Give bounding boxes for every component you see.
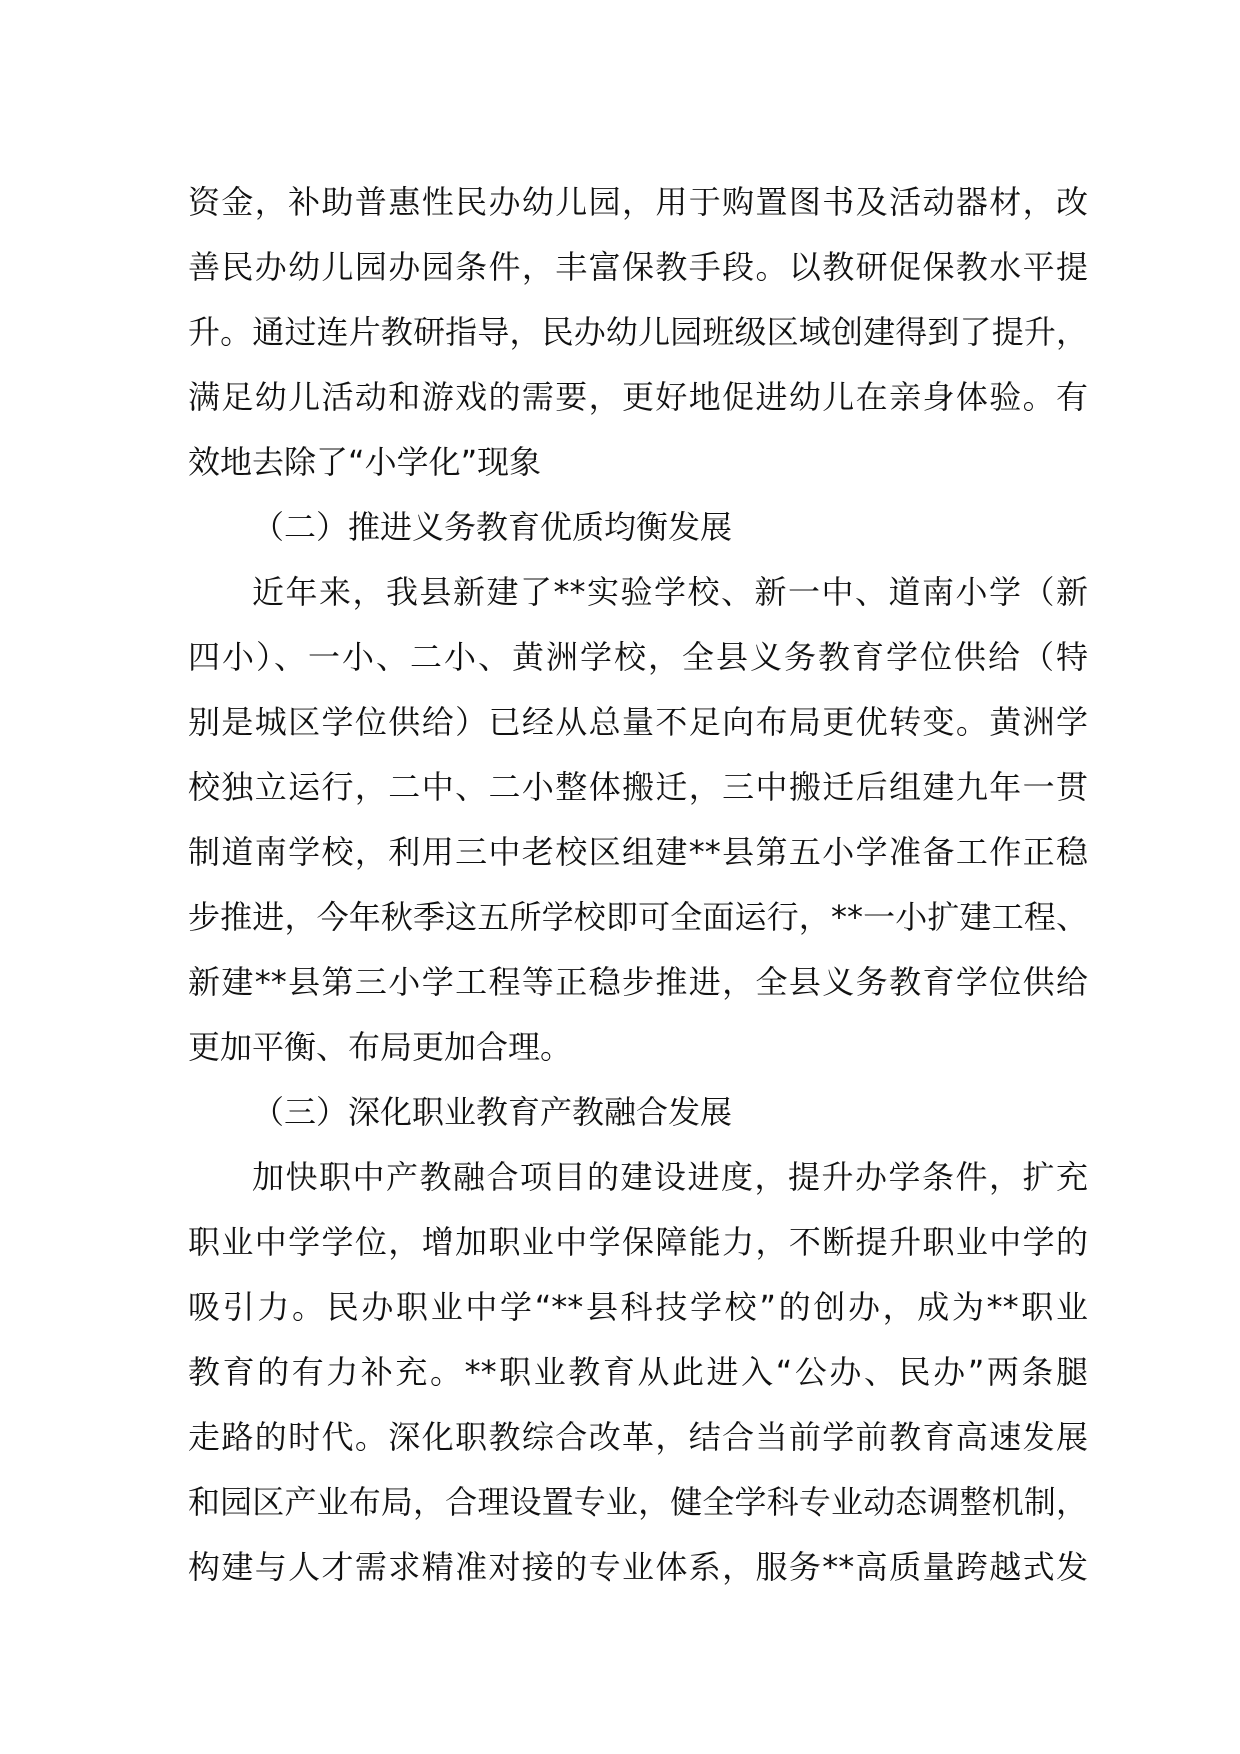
text-line: 校独立运行，二中、二小整体搬迁，三中搬迁后组建九年一贯 — [188, 768, 1088, 806]
text-line: 善民办幼儿园办园条件，丰富保教手段。以教研促保教水平提 — [188, 248, 1088, 286]
text-line: 吸引力。民办职业中学“**县科技学校”的创办，成为**职业 — [188, 1288, 1088, 1326]
text-line: 新建**县第三小学工程等正稳步推进，全县义务教育学位供给 — [188, 963, 1088, 1001]
text-line: 近年来，我县新建了**实验学校、新一中、道南小学（新 — [252, 573, 1088, 611]
text-line: 满足幼儿活动和游戏的需要，更好地促进幼儿在亲身体验。有 — [188, 378, 1088, 416]
document-body — [188, 170, 1088, 1600]
text-line: 步推进，今年秋季这五所学校即可全面运行，**一小扩建工程、 — [188, 898, 1088, 936]
text-line: 构建与人才需求精准对接的专业体系，服务**高质量跨越式发 — [188, 1548, 1088, 1586]
text-line: 和园区产业布局，合理设置专业，健全学科专业动态调整机制， — [188, 1483, 1088, 1521]
text-line: 更加平衡、布局更加合理。 — [188, 1028, 573, 1066]
paragraph-vocational-education — [188, 1145, 1088, 1600]
text-line: 职业中学学位，增加职业中学保障能力，不断提升职业中学的 — [188, 1223, 1088, 1261]
text-line: 升。通过连片教研指导，民办幼儿园班级区域创建得到了提升， — [188, 313, 1088, 351]
text-line: 别是城区学位供给）已经从总量不足向布局更优转变。黄洲学 — [188, 703, 1088, 741]
text-line: 资金，补助普惠性民办幼儿园，用于购置图书及活动器材，改 — [188, 183, 1088, 221]
text-line: 制道南学校，利用三中老校区组建**县第五小学准备工作正稳 — [188, 833, 1088, 871]
text-line: 教育的有力补充。**职业教育从此进入“公办、民办”两条腿 — [188, 1353, 1088, 1391]
text-line: 四小）、一小、二小、黄洲学校，全县义务教育学位供给（特 — [188, 638, 1088, 676]
section-heading-compulsory-education: （二）推进义务教育优质均衡发展 — [252, 508, 733, 546]
text-line: 效地去除了“小学化”现象 — [188, 443, 542, 481]
paragraph-preschool-continued — [188, 170, 1088, 495]
text-line: 加快职中产教融合项目的建设进度，提升办学条件，扩充 — [252, 1158, 1088, 1196]
text-line: 走路的时代。深化职教综合改革，结合当前学前教育高速发展 — [188, 1418, 1088, 1456]
paragraph-compulsory-education — [188, 560, 1088, 1080]
section-heading-vocational-education: （三）深化职业教育产教融合发展 — [252, 1093, 733, 1131]
